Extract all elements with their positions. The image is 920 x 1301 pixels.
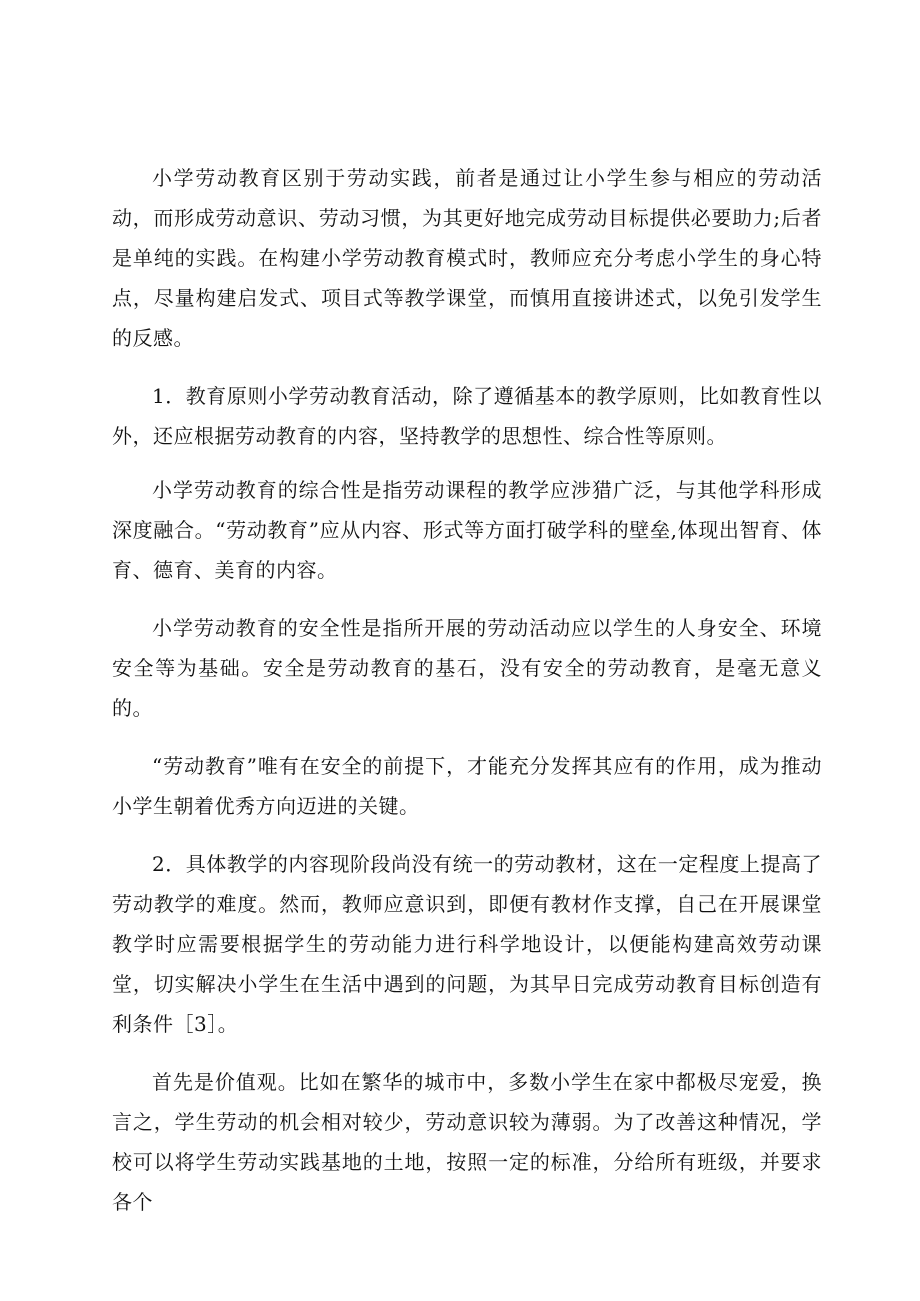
paragraph-2: 1．教育原则小学劳动教育活动，除了遵循基本的教学原则，比如教育性以外，还应根据劳动教育的内容，坚持教学的思想性、综合性等原则。 bbox=[112, 384, 822, 448]
paragraph-4: 小学劳动教育的安全性是指所开展的劳动活动应以学生的人身安全、环境安全等为基础。安全是劳动教育的基石，没有安全的劳动教育，是毫无意义的。 bbox=[112, 616, 822, 720]
paragraph-1: 小学劳动教育区别于劳动实践，前者是通过让小学生参与相应的劳动活动，而形成劳动意识、劳动习惯，为其更好地完成劳动目标提供必要助力;后者是单纯的实践。在构建小学劳动教育模式时，教师应充分考虑小学生的身心特点，尽量构建启发式、项目式等教学课堂，而慎用直接讲述式，以免引发学生的反感。 bbox=[112, 166, 822, 350]
paragraph-7: 首先是价值观。比如在繁华的城市中，多数小学生在家中都极尽宠爱，换言之，学生劳动的机会相对较少，劳动意识较为薄弱。为了改善这种情况，学校可以将学生劳动实践基地的土地，按照一定的标准，分给所有班级，并要求各个 bbox=[112, 1070, 822, 1214]
document-body bbox=[112, 158, 822, 1240]
paragraph-3: 小学劳动教育的综合性是指劳动课程的教学应涉猎广泛，与其他学科形成深度融合。“劳动教育”应从内容、形式等方面打破学科的壁垒,体现出智育、体育、德育、美育的内容。 bbox=[112, 478, 822, 582]
paragraph-5: “劳动教育”唯有在安全的前提下，才能充分发挥其应有的作用，成为推动小学生朝着优秀方向迈进的关键。 bbox=[112, 754, 822, 818]
paragraph-6: 2．具体教学的内容现阶段尚没有统一的劳动教材，这在一定程度上提高了劳动教学的难度。然而，教师应意识到，即便有教材作支撑，自己在开展课堂教学时应需要根据学生的劳动能力进行科学地设计，以便能构建高效劳动课堂，切实解决小学生在生活中遇到的问题，为其早日完成劳动教育目标创造有利条件［3］。 bbox=[112, 852, 822, 1036]
